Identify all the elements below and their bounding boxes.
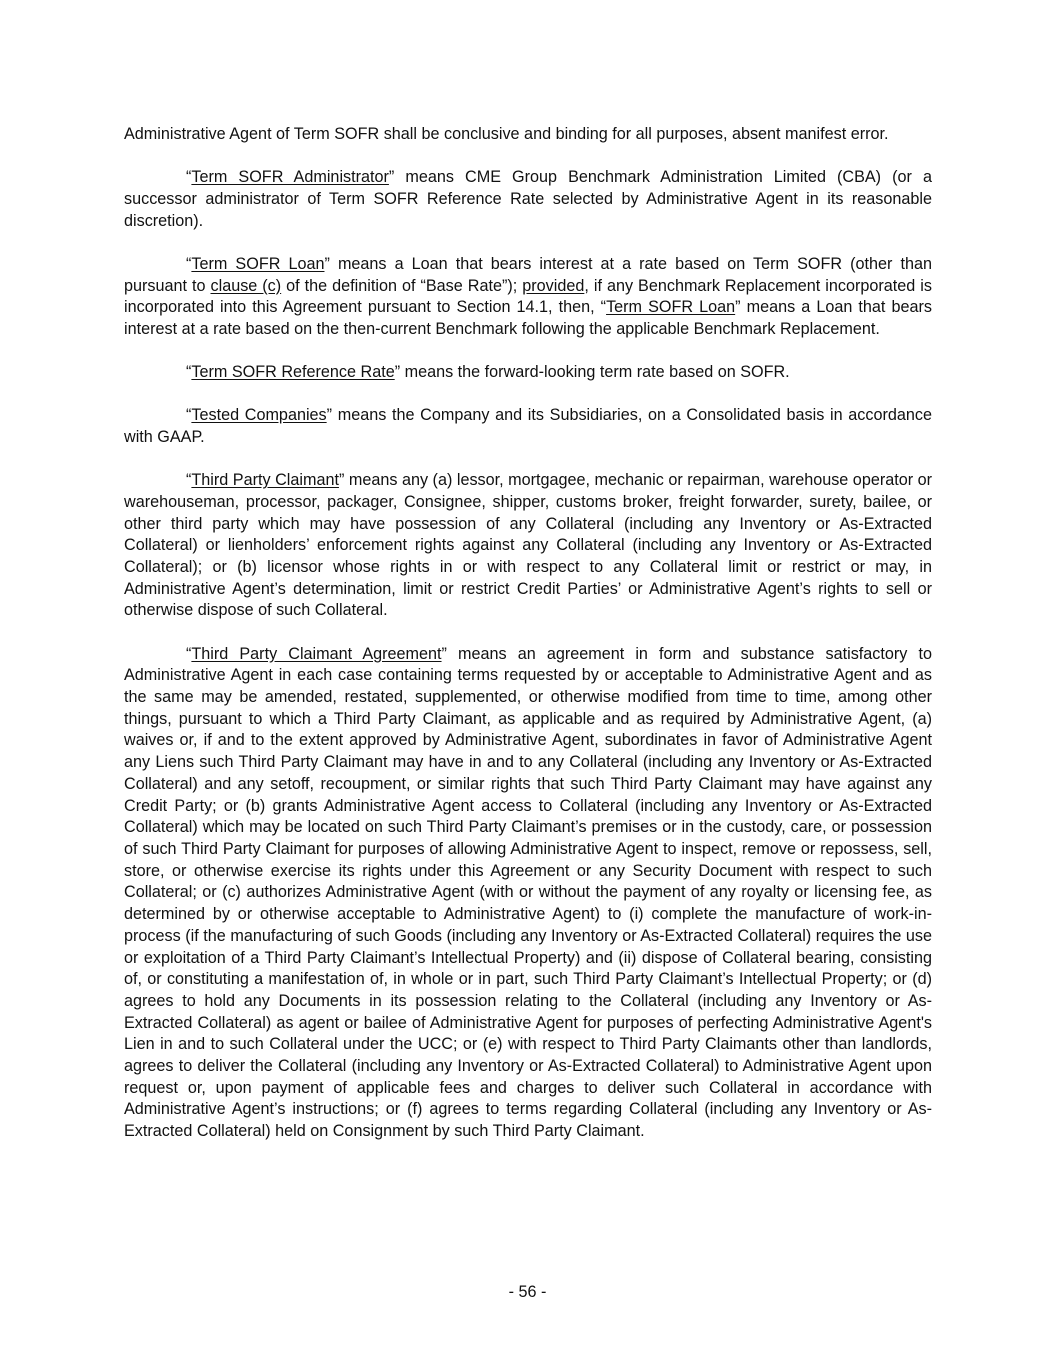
provided-keyword: provided (522, 276, 585, 295)
defined-term: Third Party Claimant Agreement (191, 644, 442, 663)
definition-term-sofr-loan (124, 254, 932, 341)
close-quote: ” (326, 406, 333, 425)
defined-term: Term SOFR Reference Rate (191, 363, 395, 382)
definition-term-sofr-administrator (124, 167, 932, 232)
document-page (124, 124, 932, 1143)
open-quote: “ (186, 644, 192, 663)
defined-term-repeat: Term SOFR Loan (606, 298, 736, 317)
definition-third-party-claimant-agreement (124, 644, 932, 1143)
open-quote: “ (186, 168, 192, 187)
defined-term: Tested Companies (191, 406, 327, 425)
definition-text: means the forward-looking term rate based on SOFR. (400, 363, 790, 382)
definition-term-sofr-reference-rate (124, 362, 932, 384)
close-quote: ” (338, 471, 345, 490)
definition-text: means a Loan that bears interest at a rate based on Term SOFR (other than pursuant to (124, 254, 932, 295)
definition-tested-companies (124, 405, 932, 448)
open-quote: “ (186, 363, 192, 382)
close-quote: ” (441, 644, 447, 663)
paragraph-continuation (124, 124, 932, 146)
page-number: - 56 - (508, 1283, 547, 1301)
definition-text: of the definition of “Base Rate”); (281, 276, 523, 295)
definition-text: ” means a Loan that bears interest at a rate based on the then-current Benchmark following the applicable Benchmark Replacement. (124, 298, 932, 338)
definition-third-party-claimant (124, 470, 932, 622)
open-quote: “ (186, 406, 192, 425)
definition-text: means an agreement in form and substance satisfactory to Administrative Agent in each case containing terms requested by or acceptable to Administrative Agent and as the same may be amended, restated, supplemented, or otherwise modified from time to time, among other things, pursuant to which a Third Party Claimant, as applicable and as required by Administrative Agent, (a) waives or, if and to the extent approved by Administrative Agent, subordinates in favor of Administrative Agent any Liens such Third Party Claimant may have in and to any Collateral (including any Inventory or As-Extracted Collateral) and any setoff, recoupment, or similar rights that such Third Party Claimant may have against any Credit Party; or (b) grants Administrative Agent access to Collateral (including any Inventory or As-Extracted Collateral) which may be located on such Third Party Claimant’s premises or in the custody, care, or possession of such Third Party Claimant for purposes of allowing Administrative Agent to inspect, remove or repossess, sell, store, or otherwise exercise its rights under this Agreement or any Security Document with respect to such Collateral; or (c) authorizes Administrative Agent (with or without the payment of any royalty or licensing fee, as determined by or otherwise acceptable to Administrative Agent) to (i) complete the manufacture of work-in-process (if the manufacturing of such Goods (including any Inventory or As-Extracted Collateral) requires the use or exploitation of a Third Party Claimant’s Intellectual Property) and (ii) dispose of Collateral bearing, consisting of, or constituting a manifestation of, in whole or in part, such Third Party Claimant’s Intellectual Property; or (d) agrees to hold any Documents in its possession relating to the Collateral (including any Inventory or As-Extracted Collateral) as agent or bailee of Administrative Agent for purposes of perfecting Administrative Agent's Lien in and to such Collateral under the UCC; or (e) with respect to Third Party Claimants other than landlords, agrees to deliver the Collateral (including any Inventory or As-Extracted Collateral) to Administrative Agent upon request or, upon payment of applicable fees and charges to deliver such Collateral in accordance with Administrative Agent’s instructions; or (f) agrees to terms regarding Collateral (including any Inventory or As-Extracted Collateral) held on Consignment by such Third Party Claimant. (124, 644, 932, 1141)
close-quote: ” (388, 168, 395, 187)
open-quote: “ (186, 471, 192, 490)
definition-text: means CME Group Benchmark Administration Limited (CBA) (or a successor administrator of Term SOFR Reference Rate selected by Administrative Agent in its reasonable discretion). (124, 168, 932, 230)
close-quote: ” (394, 363, 401, 382)
definition-text: means any (a) lessor, mortgagee, mechanic or repairman, warehouse operator or warehouseman, processor, packager, Consignee, shipper, customs broker, freight forwarder, surety, bailee, or other third party which may have possession of any Collateral (including any Inventory or As-Extracted Collateral) or lienholders’ enforcement rights against any Collateral (including any Inventory or As-Extracted Collateral); or (b) licensor whose rights in or with respect to any Collateral limit or restrict or may, in Administrative Agent’s determination, limit or restrict Credit Parties’ or Administrative Agent’s rights to sell or otherwise dispose of such Collateral. (124, 471, 933, 620)
open-quote: “ (186, 254, 192, 273)
defined-term: Term SOFR Administrator (191, 168, 389, 187)
defined-term: Third Party Claimant (191, 471, 339, 490)
defined-term: Term SOFR Loan (191, 254, 325, 273)
paragraph-text: Administrative Agent of Term SOFR shall be conclusive and binding for all purposes, absent manifest error. (124, 125, 889, 143)
definition-text: , if any Benchmark Replacement incorporated is incorporated into this Agreement pursuant to Section 14.1, then, “ (124, 276, 932, 317)
clause-reference: clause (c) (210, 276, 282, 295)
close-quote: ” (324, 254, 330, 273)
definition-text: means the Company and its Subsidiaries, on a Consolidated basis in accordance with GAAP. (124, 406, 932, 447)
